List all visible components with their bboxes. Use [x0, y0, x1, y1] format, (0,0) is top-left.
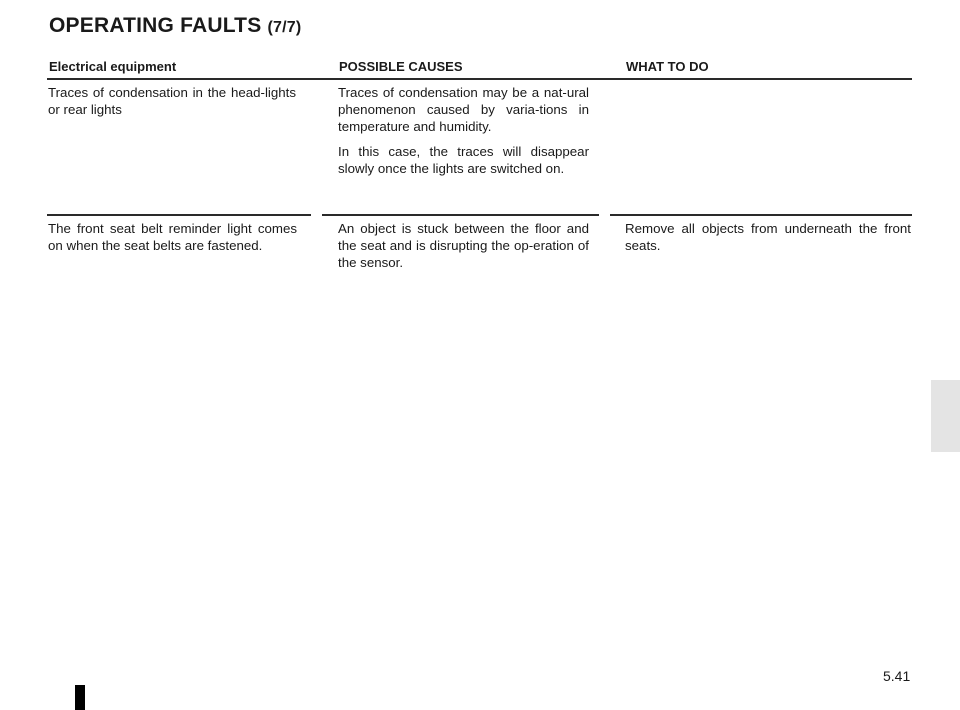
page-title-text: OPERATING FAULTS: [49, 14, 262, 37]
column-header-action: WHAT TO DO: [626, 59, 709, 74]
column-gap: [311, 213, 322, 217]
row-1-cause-paragraph: In this case, the traces will disappear slowly once the lights are switched on.: [338, 144, 589, 176]
header-divider: [47, 78, 912, 80]
corner-mark: [75, 685, 85, 710]
row-2-equipment: The front seat belt reminder light comes on when the seat belts are fastened.: [48, 221, 297, 253]
page-title: [49, 14, 301, 38]
chapter-tab: [931, 380, 960, 452]
row-1-causes: [338, 84, 589, 185]
page-number: 5.41: [883, 668, 911, 684]
row-1-equipment: Traces of condensation in the head-lights or rear lights: [48, 85, 296, 117]
column-header-causes: POSSIBLE CAUSES: [339, 59, 463, 74]
row-2-cause-paragraph: An object is stuck between the floor and the seat and is disrupting the op-eration of the sensor.: [338, 221, 589, 270]
column-gap: [599, 213, 610, 217]
row-1-cause-paragraph: Traces of condensation may be a nat-ural phenomenon caused by varia-tions in temperature and humidity.: [338, 85, 589, 134]
row-divider: [47, 214, 912, 216]
column-header-equipment: Electrical equipment: [49, 59, 177, 74]
row-2-causes: [338, 220, 589, 279]
row-2-action: Remove all objects from underneath the front seats.: [625, 221, 911, 253]
page-part-indicator: (7/7): [267, 19, 302, 36]
